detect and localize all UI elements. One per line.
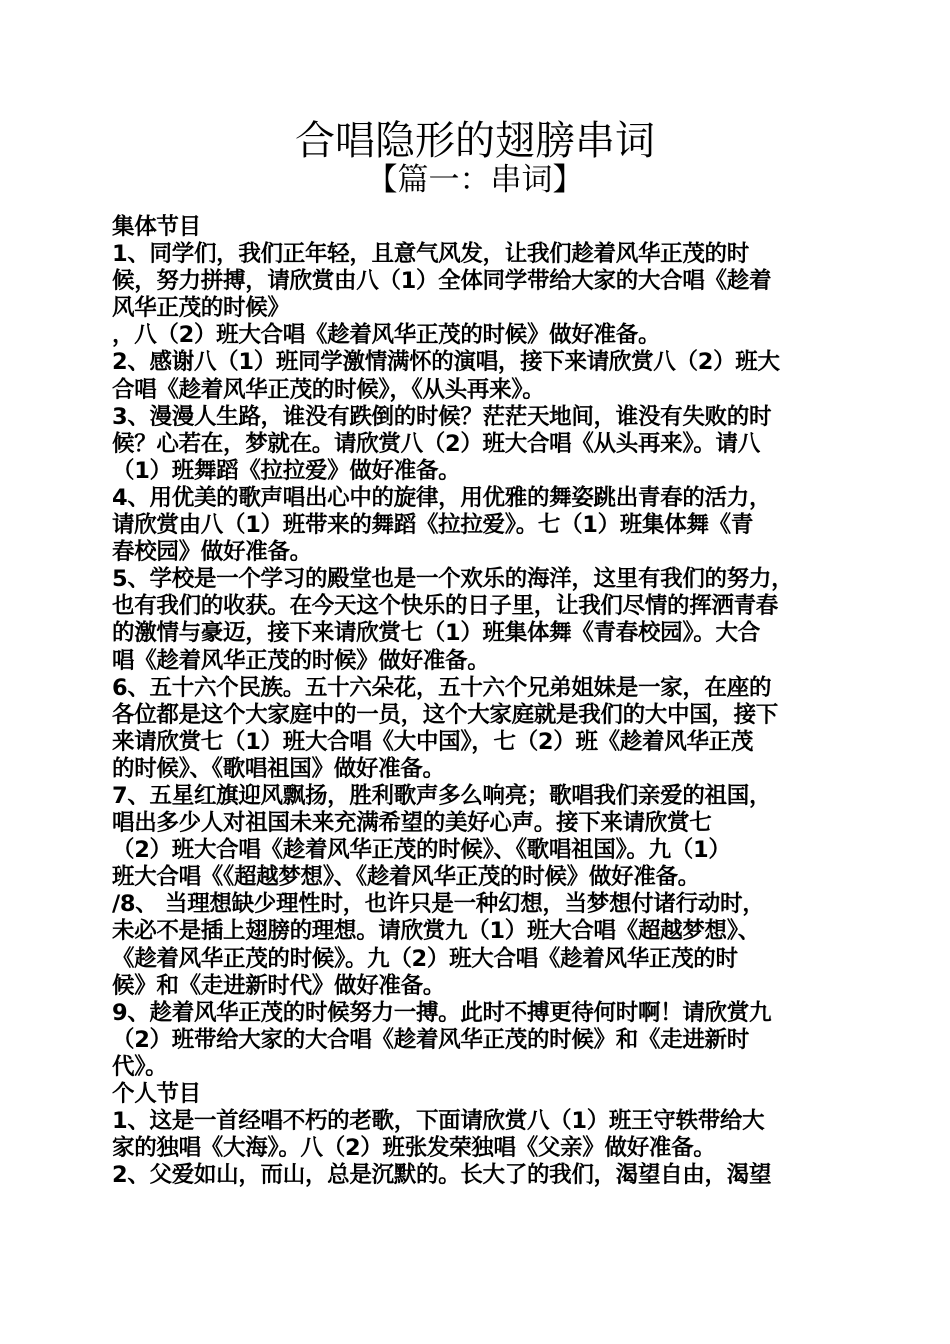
body-line: 未必不是插上翅膀的理想。请欣赏九（1）班大合唱《超越梦想》、 [112,918,760,945]
body-line: 来请欣赏七（1）班大合唱《大中国》，七（2）班《趁着风华正茂 [112,728,754,755]
body-line: 的时候》、《歌唱祖国》做好准备。 [112,755,445,782]
body-line: 代》。 [112,1053,168,1080]
body-line: /8、 当理想缺少理性时，也许只是一种幻想，当梦想付诸行动时， [112,891,765,918]
body-line: ，八（2）班大合唱《趁着风华正茂的时候》做好准备。 [112,322,661,349]
body-line: 春校园》做好准备。 [112,539,312,566]
body-line: 4、用优美的歌声唱出心中的旋律，用优雅的舞姿跳出青春的活力， [112,484,772,511]
body-line: 2、父爱如山，而山，总是沉默的。长大了的我们，渴望自由，渴望 [112,1162,772,1189]
body-line: （1）班舞蹈《拉拉爱》做好准备。 [112,457,461,484]
body-line: （2）班带给大家的大合唱《趁着风华正茂的时候》和《走进新时 [112,1026,749,1053]
body-line: 候，努力拼搏，请欣赏由八（1）全体同学带给大家的大合唱《趁着 [112,268,772,295]
body-line: 9、趁着风华正茂的时候努力一搏。此时不搏更待何时啊！请欣赏九 [112,999,772,1026]
body-line: 请欣赏由八（1）班带来的舞蹈《拉拉爱》。七（1）班集体舞《青 [112,512,754,539]
body-line: 候？心若在，梦就在。请欣赏八（2）班大合唱《从头再来》。请八 [112,430,760,457]
body-line: 唱《趁着风华正茂的时候》做好准备。 [112,647,490,674]
body-line: 也有我们的收获。在今天这个快乐的日子里，让我们尽情的挥洒青春 [112,593,779,620]
body-line: 1、同学们，我们正年轻，且意气风发，让我们趁着风华正茂的时 [112,241,749,268]
document-title: 合唱隐形的翅膀串词 [295,118,655,164]
body-line: 合唱《趁着风华正茂的时候》，《从头再来》。 [112,376,545,403]
body-line: 《趁着风华正茂的时候》。九（2）班大合唱《趁着风华正茂的时 [112,945,738,972]
document-body [112,214,844,1189]
body-line: 班大合唱《《超越梦想》、《趁着风华正茂的时候》做好准备。 [112,864,700,891]
body-line: 7、五星红旗迎风飘扬，胜利歌声多么响亮；歌唱我们亲爱的祖国， [112,782,772,809]
document-subtitle: 【篇一：串词】 [366,162,584,198]
body-line: 1、这是一首经唱不朽的老歌，下面请欣赏八（1）班王守轶带给大 [112,1108,765,1135]
body-line: 各位都是这个大家庭中的一员，这个大家庭就是我们的大中国，接下 [112,701,779,728]
body-line: 3、漫漫人生路，谁没有跌倒的时候？茫茫天地间，谁没有失败的时 [112,403,772,430]
body-line: （2）班大合唱《趁着风华正茂的时候》、《歌唱祖国》。九（1） [112,837,731,864]
body-line: 集体节目 [112,214,201,240]
body-line: 家的独唱《大海》。八（2）班张发荣独唱《父亲》做好准备。 [112,1135,716,1162]
body-line: 6、五十六个民族。五十六朵花，五十六个兄弟姐妹是一家，在座的 [112,674,772,701]
body-line: 唱出多少人对祖国未来充满希望的美好心声。接下来请欣赏七 [112,810,712,837]
body-line: 风华正茂的时候》 [112,295,290,322]
body-line: 个人节目 [112,1081,201,1107]
body-line: 候》和《走进新时代》做好准备。 [112,972,446,999]
body-line: 5、学校是一个学习的殿堂也是一个欢乐的海洋，这里有我们的努力， [112,566,794,593]
body-line: 的激情与豪迈，接下来请欣赏七（1）班集体舞《青春校园》。大合 [112,620,760,647]
body-line: 2、感谢八（1）班同学激情满怀的演唱，接下来请欣赏八（2）班大 [112,349,780,376]
